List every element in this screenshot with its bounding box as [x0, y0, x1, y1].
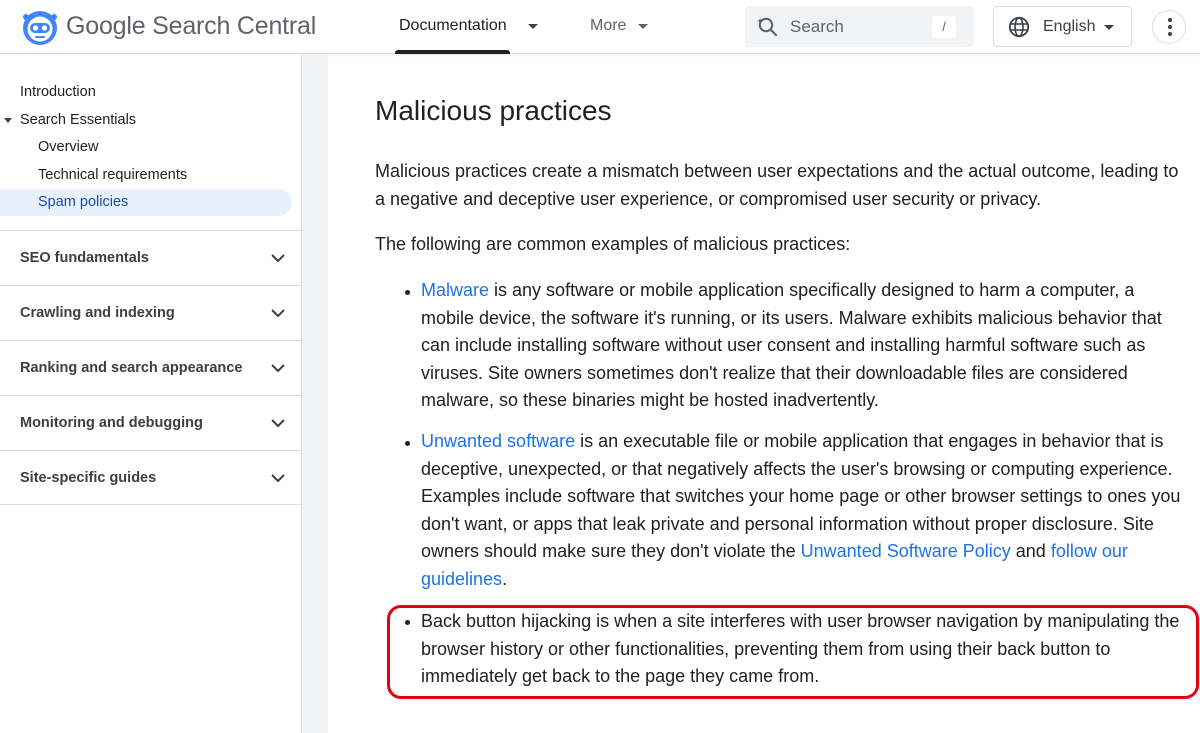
sidebar-section-ranking-and-search-appearance[interactable]	[0, 340, 302, 395]
malware-link[interactable]: Malware	[421, 280, 490, 300]
list-item-text: is an executable file or mobile application that engages in behavior that is deceptive, unexpected, or that negatively affects the user's browsing or computing experience. Examples include software that switches your home page or other browser settings to ones you don't want, or apps that leak private and personal information without proper disclosure. Site owners should make sure they don't violate the	[421, 431, 1181, 561]
kebab-dot-icon	[1168, 32, 1172, 36]
list-item-malware	[421, 277, 1191, 415]
lead-paragraph: The following are common examples of malicious practices:	[375, 234, 851, 254]
more-dropdown-icon[interactable]	[638, 24, 648, 29]
unwanted-software-policy-link[interactable]: Unwanted Software Policy	[800, 541, 1011, 561]
active-tab-indicator	[395, 50, 510, 54]
kebab-dot-icon	[1168, 25, 1172, 29]
language-selector[interactable]	[993, 6, 1132, 47]
follow-our-guidelines-link[interactable]: follow our guidelines	[421, 541, 1128, 589]
search-box[interactable]	[745, 6, 974, 47]
chevron-down-icon[interactable]	[270, 250, 286, 266]
list-item-text: is any software or mobile application specifically designed to harm a computer, a mobile device, the software it's running, or its users. Malware exhibits malicious behavior that can include installing software without user consent and installing harmful software such as viruses. Site owners sometimes don't realize that their downloadable files are considered malware, so these binaries might be hosted inadvertently.	[421, 280, 1162, 410]
kebab-dot-icon	[1168, 18, 1172, 22]
language-dropdown-icon[interactable]	[1104, 25, 1114, 30]
chevron-down-icon[interactable]	[270, 415, 286, 431]
sidebar-item-technical-requirements[interactable]: Technical requirements	[38, 167, 188, 183]
chevron-down-icon[interactable]	[270, 305, 286, 321]
sidebar-item-overview[interactable]: Overview	[38, 139, 99, 155]
nav-tab-more[interactable]: More	[590, 17, 627, 34]
unwanted-software-link[interactable]: Unwanted software	[421, 431, 576, 451]
bullet-icon	[405, 290, 410, 295]
sidebar-section-site-specific-guides[interactable]	[0, 450, 302, 505]
annotation-highlight-box	[387, 605, 1199, 699]
sidebar-divider	[0, 504, 302, 505]
language-label[interactable]: English	[1043, 18, 1096, 35]
globe-icon	[1008, 16, 1030, 38]
bullet-icon	[405, 441, 410, 446]
section-label: Site-specific guides	[20, 470, 157, 486]
search-placeholder[interactable]: Search	[790, 17, 844, 36]
sidebar-section-seo-fundamentals[interactable]	[0, 230, 302, 285]
site-brand[interactable]: Google Search Central	[66, 12, 317, 40]
sidebar-section-monitoring-and-debugging[interactable]	[0, 395, 302, 450]
caret-down-icon[interactable]	[4, 118, 12, 123]
more-options-button[interactable]	[1152, 10, 1186, 44]
section-label: Crawling and indexing	[20, 305, 175, 321]
top-app-bar	[0, 0, 1200, 54]
chevron-down-icon[interactable]	[270, 360, 286, 376]
list-item-unwanted-software	[421, 428, 1191, 593]
page-title: Malicious practices	[375, 95, 612, 126]
search-shortcut-key: /	[932, 16, 956, 38]
section-label: Ranking and search appearance	[20, 360, 243, 376]
documentation-dropdown-icon[interactable]	[528, 24, 538, 29]
list-item-text: Back button hijacking is when a site interferes with user browser navigation by manipulating the browser history or other functionalities, preventing them from using their back button to immediately get back to the page they came from.	[421, 611, 1180, 686]
sidebar-item-spam-policies[interactable]: Spam policies	[38, 194, 129, 210]
sidebar-item-search-essentials[interactable]: Search Essentials	[20, 112, 137, 128]
search-icon	[756, 15, 780, 39]
search-central-logo-icon[interactable]	[21, 9, 59, 47]
chevron-down-icon[interactable]	[270, 470, 286, 486]
nav-tab-documentation[interactable]: Documentation	[399, 17, 507, 34]
sidebar-gutter	[302, 55, 328, 733]
list-item-text: .	[502, 568, 508, 589]
sidebar-section-crawling-and-indexing[interactable]	[0, 285, 302, 340]
section-label: Monitoring and debugging	[20, 415, 203, 431]
intro-paragraph: Malicious practices create a mismatch between user expectations and the actual outcome, leading to a negative and deceptive user experience, or compromised user security or privacy.	[375, 161, 1179, 209]
list-item-text: and	[1010, 541, 1051, 561]
section-label: SEO fundamentals	[20, 250, 149, 266]
sidebar-item-introduction[interactable]: Introduction	[20, 84, 96, 100]
